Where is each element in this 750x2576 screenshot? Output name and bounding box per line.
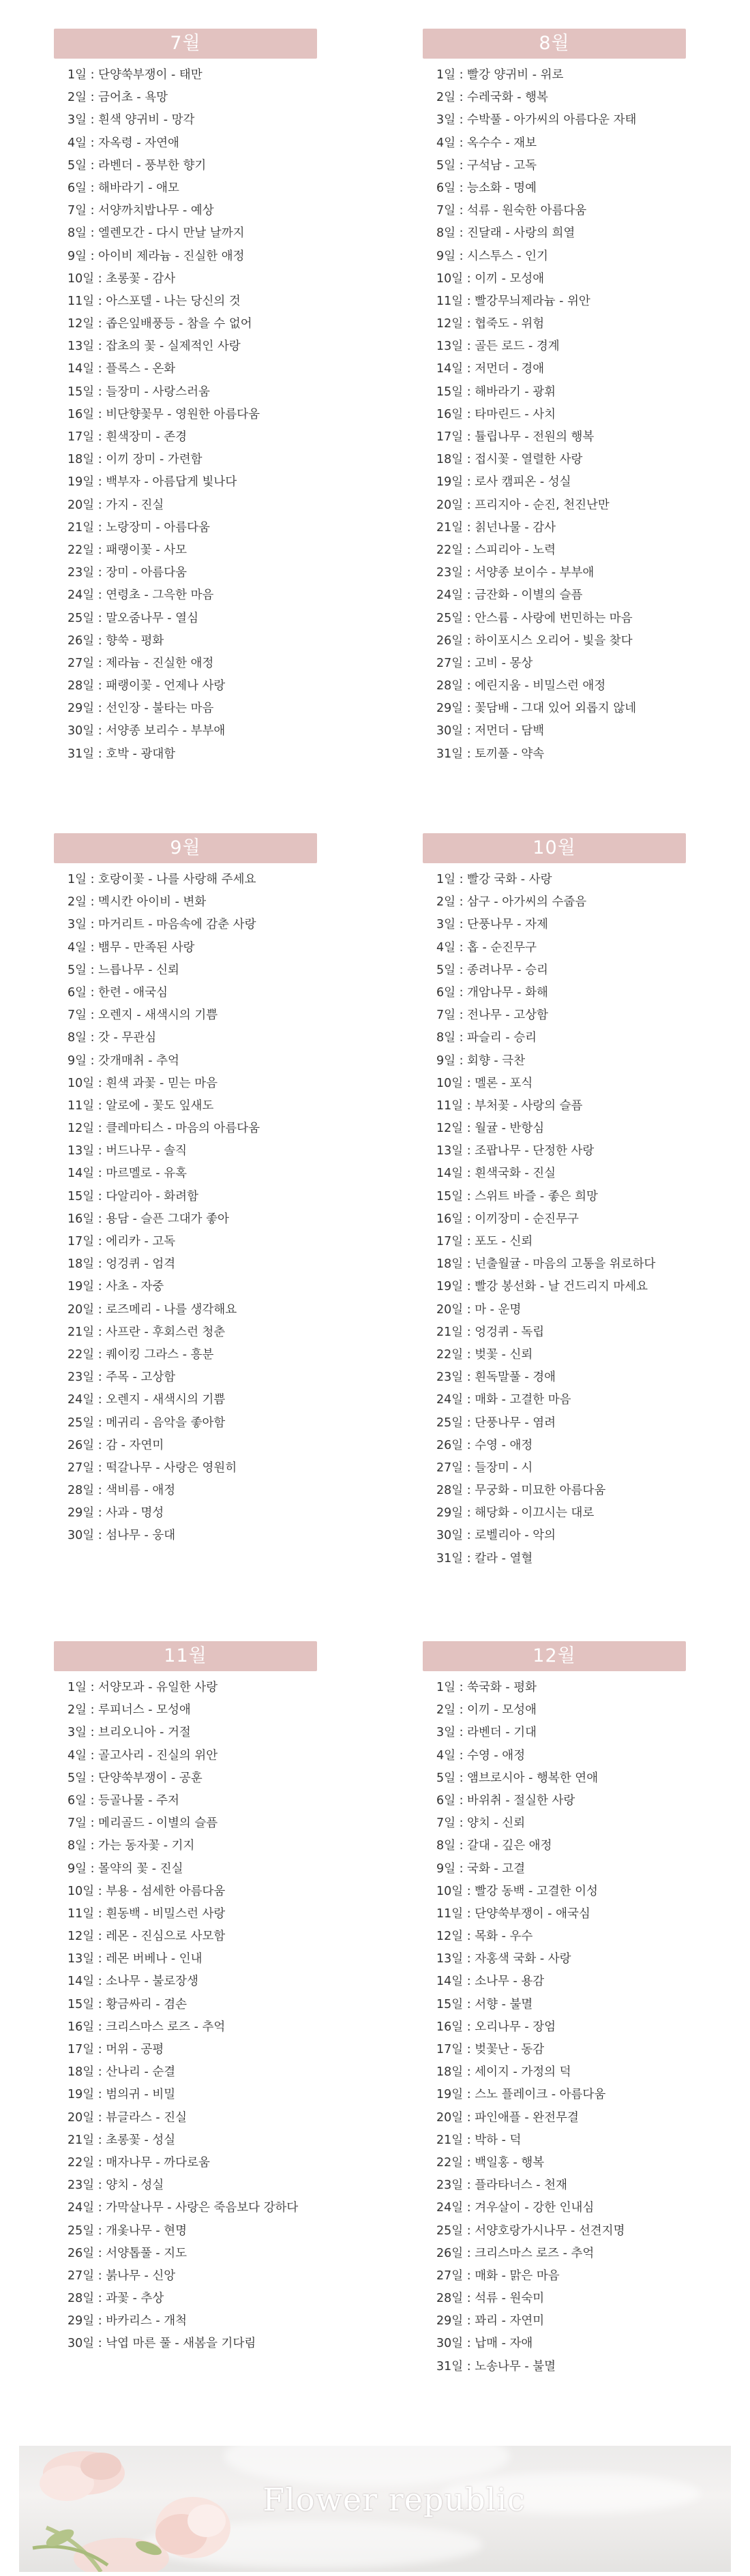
day-flower-item: 24일 : 연령초 - 그윽한 마음: [68, 588, 214, 603]
day-flower-item: 25일 : 메귀리 - 음악을 좋아함: [68, 1416, 226, 1430]
day-flower-item: 3일 : 라벤더 - 기대: [436, 1726, 537, 1740]
day-flower-item: 6일 : 한련 - 애국심: [68, 985, 168, 1000]
day-flower-item: 19일 : 빨강 봉선화 - 날 건드리지 마세요: [436, 1280, 648, 1294]
day-flower-item: 22일 : 매자나무 - 까다로움: [68, 2155, 210, 2170]
day-flower-item: 28일 : 패랭이꽃 - 언제나 사랑: [68, 679, 226, 693]
day-flower-item: 15일 : 다알리아 - 화려함: [68, 1189, 198, 1203]
day-flower-item: 28일 : 에린지움 - 비밀스런 애정: [436, 679, 606, 693]
day-flower-item: 1일 : 빨강 국화 - 사랑: [436, 873, 552, 886]
day-flower-item: 7일 : 전나무 - 고상함: [436, 1008, 548, 1023]
day-flower-item: 31일 : 호박 - 광대함: [68, 747, 176, 761]
month-header: 12월: [423, 1641, 686, 1671]
day-flower-item: 31일 : 노송나무 - 불멸: [436, 2359, 556, 2373]
day-flower-item: 23일 : 서양종 보이수 - 부부애: [436, 566, 595, 580]
day-flower-item: 13일 : 자홍색 국화 - 사랑: [436, 1952, 571, 1966]
day-flower-item: 20일 : 파인애플 - 완전무결: [436, 2110, 579, 2125]
day-flower-item: 27일 : 붉나무 - 신앙: [68, 2268, 176, 2283]
day-flower-item: 5일 : 라벤더 - 풍부한 향기: [68, 158, 207, 173]
day-flower-item: 5일 : 구석남 - 고독: [436, 158, 537, 173]
day-flower-item: 25일 : 말오줌나무 - 열심: [68, 611, 198, 625]
day-flower-item: 10일 : 흰색 과꽃 - 믿는 마음: [68, 1076, 217, 1090]
day-flower-item: 29일 : 바카리스 - 개척: [68, 2314, 188, 2328]
day-flower-item: 3일 : 흰색 양귀비 - 망각: [68, 113, 195, 128]
day-flower-item: 30일 : 서양종 보리수 - 부부애: [68, 724, 226, 738]
day-flower-item: 21일 : 엉겅퀴 - 독립: [436, 1325, 545, 1339]
day-list: [54, 1677, 317, 2356]
day-flower-item: 27일 : 들장미 - 시: [436, 1461, 533, 1475]
day-flower-item: 13일 : 버드나무 - 솔직: [68, 1144, 188, 1158]
day-flower-item: 20일 : 프리지아 - 순진, 천진난만: [436, 498, 610, 512]
day-flower-item: 24일 : 겨우살이 - 강한 인내심: [436, 2201, 595, 2215]
day-flower-item: 5일 : 단양쑥부쟁이 - 공훈: [68, 1771, 202, 1785]
day-flower-item: 15일 : 들장미 - 사랑스러움: [68, 385, 210, 399]
day-flower-item: 9일 : 시스투스 - 인기: [436, 249, 548, 263]
day-flower-item: 8일 : 갓 - 무관심: [68, 1031, 157, 1045]
day-flower-item: 3일 : 마거리트 - 마음속에 감춘 사랑: [68, 918, 256, 932]
day-flower-item: 21일 : 초롱꽃 - 성실: [68, 2133, 176, 2147]
day-flower-item: 23일 : 주목 - 고상함: [68, 1371, 176, 1385]
day-flower-item: 15일 : 서향 - 불멸: [436, 1997, 533, 2011]
day-flower-item: 22일 : 백일홍 - 행복: [436, 2155, 545, 2170]
day-flower-item: 4일 : 뱀무 - 만족된 사랑: [68, 940, 195, 955]
day-flower-item: 6일 : 등골나물 - 주저: [68, 1793, 179, 1808]
day-flower-item: 7일 : 양치 - 신뢰: [436, 1816, 526, 1831]
day-flower-item: 4일 : 자옥령 - 자연애: [68, 136, 179, 150]
day-flower-item: 12일 : 클레마티스 - 마음의 아름다움: [68, 1122, 260, 1136]
flower-republic-banner: [19, 2446, 731, 2572]
day-flower-item: 16일 : 크리스마스 로즈 - 추억: [68, 2020, 226, 2034]
day-flower-item: 29일 : 꽈리 - 자연미: [436, 2314, 545, 2328]
day-flower-item: 28일 : 무궁화 - 미묘한 아름다움: [436, 1484, 606, 1498]
day-flower-item: 18일 : 접시꽃 - 열렬한 사랑: [436, 453, 583, 467]
day-flower-item: 13일 : 골든 로드 - 경계: [436, 340, 560, 354]
day-flower-item: 25일 : 안스륨 - 사랑에 번민하는 마음: [436, 611, 633, 625]
day-flower-item: 25일 : 서양호랑가시나무 - 선견지명: [436, 2223, 625, 2238]
day-flower-item: 15일 : 스위트 바즐 - 좋은 희망: [436, 1189, 598, 1203]
day-flower-item: 12일 : 레몬 - 진심으로 사모함: [68, 1930, 226, 1944]
day-flower-item: 1일 : 단양쑥부쟁이 - 태만: [68, 68, 202, 82]
day-flower-item: 11일 : 알로에 - 꽃도 잎새도: [68, 1098, 214, 1113]
day-flower-item: 22일 : 스피리아 - 노력: [436, 543, 556, 557]
day-flower-item: 1일 : 쑥국화 - 평화: [436, 1681, 537, 1694]
day-flower-item: 19일 : 사초 - 자중: [68, 1280, 164, 1294]
day-flower-item: 14일 : 소나무 - 불로장생: [68, 1975, 198, 1989]
day-flower-item: 18일 : 엉겅퀴 - 엄격: [68, 1257, 176, 1272]
day-flower-item: 10일 : 이끼 - 모성애: [436, 271, 545, 286]
day-flower-item: 19일 : 범의귀 - 비밀: [68, 2088, 176, 2102]
day-flower-item: 2일 : 멕시칸 아이비 - 변화: [68, 895, 207, 910]
day-flower-item: 21일 : 칡넌나물 - 감사: [436, 520, 556, 535]
day-flower-item: 22일 : 벚꽃 - 신뢰: [436, 1347, 533, 1362]
month-section: [54, 833, 317, 1548]
month-header: 7월: [54, 29, 317, 59]
day-flower-item: 26일 : 감 - 자연미: [68, 1438, 164, 1452]
day-flower-item: 23일 : 흰독말풀 - 경애: [436, 1371, 556, 1385]
day-flower-item: 20일 : 가지 - 진실: [68, 498, 164, 512]
day-flower-item: 9일 : 국화 - 고결: [436, 1861, 526, 1876]
day-flower-item: 6일 : 해바라기 - 애모: [68, 181, 179, 195]
day-flower-item: 11일 : 빨강무늬제라늄 - 위안: [436, 294, 590, 308]
day-flower-item: 14일 : 소나무 - 용감: [436, 1975, 545, 1989]
day-flower-item: 1일 : 호랑이꽃 - 나를 사랑해 주세요: [68, 873, 256, 886]
day-flower-item: 3일 : 브리오니아 - 거절: [68, 1726, 191, 1740]
day-flower-item: 13일 : 잡초의 꽃 - 실제적인 사랑: [68, 340, 241, 354]
day-flower-item: 17일 : 벚꽃난 - 동감: [436, 2043, 545, 2056]
day-flower-item: 5일 : 느릅나무 - 신뢰: [68, 963, 179, 977]
day-flower-item: 23일 : 양치 - 성실: [68, 2178, 164, 2193]
day-flower-item: 21일 : 사프란 - 후회스런 청춘: [68, 1325, 226, 1339]
day-flower-item: 30일 : 납매 - 자애: [436, 2337, 533, 2351]
day-flower-item: 6일 : 능소화 - 명예: [436, 181, 537, 195]
day-flower-item: 20일 : 마 - 운명: [436, 1302, 522, 1317]
day-flower-item: 31일 : 칼라 - 열혈: [436, 1551, 533, 1566]
day-flower-item: 16일 : 타마린드 - 사치: [436, 407, 556, 421]
day-flower-item: 5일 : 종려나무 - 승리: [436, 963, 548, 977]
day-flower-item: 28일 : 석류 - 원숙미: [436, 2292, 545, 2306]
day-flower-item: 13일 : 조팝나무 - 단정한 사랑: [436, 1144, 595, 1158]
day-flower-item: 4일 : 홉 - 순진무구: [436, 940, 537, 955]
day-flower-item: 9일 : 갓개매취 - 추억: [68, 1053, 179, 1068]
day-flower-item: 29일 : 선인장 - 불타는 마음: [68, 702, 214, 716]
month-section: [423, 1641, 686, 2378]
day-flower-item: 26일 : 향쑥 - 평화: [68, 633, 164, 648]
day-flower-item: 24일 : 가막살나무 - 사랑은 죽음보다 강하다: [68, 2201, 299, 2215]
day-flower-item: 11일 : 아스포델 - 나는 당신의 것: [68, 294, 241, 308]
day-flower-item: 11일 : 단양쑥부쟁이 - 애국심: [436, 1906, 590, 1921]
day-flower-item: 19일 : 백부자 - 아름답게 빛나다: [68, 475, 237, 490]
day-flower-item: 29일 : 사과 - 명성: [68, 1506, 164, 1521]
day-flower-item: 7일 : 오렌지 - 새색시의 기쁨: [68, 1008, 218, 1023]
day-flower-item: 2일 : 삼구 - 아가씨의 수줍음: [436, 895, 587, 910]
day-flower-item: 21일 : 노랑장미 - 아름다움: [68, 520, 210, 535]
day-flower-item: 7일 : 서양까치밥나무 - 예상: [68, 204, 214, 218]
day-flower-item: 27일 : 떡갈나무 - 사랑은 영원히: [68, 1461, 237, 1475]
day-flower-item: 28일 : 과꽃 - 추상: [68, 2292, 164, 2306]
flower-illustration: [19, 2446, 244, 2572]
day-flower-item: 29일 : 해당화 - 이끄시는 대로: [436, 1506, 595, 1521]
month-section: [423, 833, 686, 1570]
day-flower-item: 14일 : 마르멜로 - 유혹: [68, 1167, 188, 1181]
day-flower-item: 20일 : 뷰글라스 - 진실: [68, 2110, 188, 2125]
day-flower-item: 21일 : 박하 - 덕: [436, 2133, 522, 2147]
day-flower-item: 19일 : 스노 플레이크 - 아름다움: [436, 2088, 606, 2102]
day-flower-item: 2일 : 이끼 - 모성애: [436, 1703, 537, 1718]
month-header: 8월: [423, 29, 686, 59]
day-flower-item: 30일 : 로벨리아 - 악의: [436, 1529, 556, 1543]
day-flower-item: 4일 : 골고사리 - 진실의 위안: [68, 1748, 218, 1763]
day-list: [423, 1677, 686, 2378]
day-flower-item: 9일 : 몰약의 꽃 - 진실: [68, 1861, 183, 1876]
day-flower-item: 6일 : 개암나무 - 화해: [436, 985, 548, 1000]
day-flower-item: 2일 : 금어초 - 욕망: [68, 91, 168, 105]
day-flower-item: 8일 : 엘렌모간 - 다시 만날 날까지: [68, 226, 245, 241]
day-flower-item: 30일 : 낙엽 마른 풀 - 새봄을 기다림: [68, 2337, 256, 2351]
day-flower-item: 2일 : 루피너스 - 모성애: [68, 1703, 191, 1718]
day-flower-item: 24일 : 매화 - 고결한 마음: [436, 1393, 571, 1407]
day-list: [54, 64, 317, 766]
day-flower-item: 14일 : 흰색국화 - 진실: [436, 1167, 556, 1181]
day-flower-item: 7일 : 메리골드 - 이별의 슬픔: [68, 1816, 218, 1831]
day-flower-item: 10일 : 빨강 동백 - 고결한 이성: [436, 1884, 598, 1898]
day-flower-item: 26일 : 하이포시스 오리어 - 빛을 찾다: [436, 633, 633, 648]
day-flower-item: 14일 : 저먼더 - 경애: [436, 362, 545, 376]
day-flower-item: 8일 : 갈대 - 깊은 애정: [436, 1839, 552, 1853]
day-flower-item: 12일 : 목화 - 우수: [436, 1930, 533, 1944]
day-flower-item: 27일 : 고비 - 몽상: [436, 656, 533, 670]
day-flower-item: 19일 : 로사 캠피온 - 성실: [436, 475, 571, 490]
day-flower-item: 5일 : 앰브로시아 - 행복한 연애: [436, 1771, 599, 1785]
day-flower-item: 16일 : 이끼장미 - 순진무구: [436, 1212, 579, 1226]
day-flower-item: 18일 : 세이지 - 가정의 덕: [436, 2065, 571, 2080]
day-flower-item: 15일 : 해바라기 - 광휘: [436, 385, 556, 399]
day-flower-item: 6일 : 바위취 - 절실한 사랑: [436, 1793, 575, 1808]
day-flower-item: 23일 : 플라타너스 - 천재: [436, 2178, 567, 2193]
month-section: [423, 29, 686, 766]
day-flower-item: 12일 : 월귤 - 반항심: [436, 1122, 545, 1136]
month-header: 10월: [423, 833, 686, 863]
day-flower-item: 10일 : 멜론 - 포식: [436, 1076, 533, 1090]
day-flower-item: 18일 : 산나리 - 순결: [68, 2065, 176, 2080]
day-flower-item: 25일 : 개옻나무 - 현명: [68, 2223, 188, 2238]
day-flower-item: 27일 : 매화 - 맑은 마음: [436, 2268, 560, 2283]
month-section: [54, 1641, 317, 2356]
month-section: [54, 29, 317, 766]
day-flower-item: 4일 : 수영 - 애정: [436, 1748, 526, 1763]
day-flower-item: 30일 : 섬나무 - 웅대: [68, 1529, 176, 1543]
day-flower-item: 18일 : 넌출월귤 - 마음의 고통을 위로하다: [436, 1257, 656, 1272]
day-list: [54, 869, 317, 1548]
day-flower-item: 3일 : 단풍나무 - 자제: [436, 918, 548, 932]
day-flower-item: 8일 : 가는 동자꽃 - 기지: [68, 1839, 195, 1853]
day-list: [423, 869, 686, 1570]
day-flower-item: 16일 : 오리나무 - 장엄: [436, 2020, 556, 2034]
day-flower-item: 31일 : 토끼풀 - 약속: [436, 747, 545, 761]
day-flower-item: 17일 : 튤립나무 - 전원의 행복: [436, 430, 595, 444]
day-flower-item: 18일 : 이끼 장미 - 가련함: [68, 453, 202, 467]
day-flower-item: 2일 : 수레국화 - 행복: [436, 91, 548, 105]
day-flower-item: 29일 : 꽃담배 - 그대 있어 외롭지 않네: [436, 702, 637, 716]
day-flower-item: 24일 : 오렌지 - 새색시의 기쁨: [68, 1393, 226, 1407]
day-flower-item: 17일 : 흰색장미 - 존경: [68, 430, 188, 444]
day-flower-item: 16일 : 용담 - 슬픈 그대가 좋아: [68, 1212, 229, 1226]
day-flower-item: 27일 : 제라늄 - 진실한 애정: [68, 656, 214, 670]
day-flower-item: 16일 : 비단향꽃무 - 영원한 아름다움: [68, 407, 260, 421]
day-flower-item: 1일 : 서양모과 - 유일한 사랑: [68, 1681, 218, 1694]
day-flower-item: 9일 : 회향 - 극찬: [436, 1053, 526, 1068]
day-flower-item: 8일 : 진달래 - 사랑의 희열: [436, 226, 575, 241]
day-flower-item: 3일 : 수박풀 - 아가씨의 아름다운 자태: [436, 113, 637, 128]
day-flower-item: 1일 : 빨강 양귀비 - 위로: [436, 68, 564, 82]
day-flower-item: 24일 : 금잔화 - 이별의 슬픔: [436, 588, 583, 603]
day-flower-item: 4일 : 옥수수 - 재보: [436, 136, 537, 150]
day-flower-item: 28일 : 색비름 - 애정: [68, 1484, 176, 1498]
month-header: 9월: [54, 833, 317, 863]
day-flower-item: 17일 : 포도 - 신뢰: [436, 1235, 533, 1248]
day-flower-item: 25일 : 단풍나무 - 염려: [436, 1416, 556, 1430]
day-flower-item: 8일 : 파슬리 - 승리: [436, 1031, 537, 1045]
banner-title: Flower republic: [262, 2481, 526, 2518]
day-flower-item: 17일 : 에리카 - 고독: [68, 1235, 176, 1248]
month-header: 11월: [54, 1641, 317, 1671]
day-flower-item: 26일 : 서양톱풀 - 지도: [68, 2246, 188, 2260]
day-flower-item: 14일 : 플록스 - 온화: [68, 362, 176, 376]
day-flower-item: 13일 : 레몬 버베나 - 인내: [68, 1952, 202, 1966]
day-list: [423, 64, 686, 766]
day-flower-item: 17일 : 머위 - 공평: [68, 2043, 164, 2056]
day-flower-item: 10일 : 초롱꽃 - 감사: [68, 271, 176, 286]
day-flower-item: 9일 : 아이비 제라늄 - 진실한 애정: [68, 249, 245, 263]
day-flower-item: 26일 : 수영 - 애정: [436, 1438, 533, 1452]
day-flower-item: 12일 : 좁은잎배풍등 - 참을 수 없어: [68, 317, 252, 331]
day-flower-item: 11일 : 부처꽃 - 사랑의 슬픔: [436, 1098, 583, 1113]
day-flower-item: 10일 : 부용 - 섬세한 아름다움: [68, 1884, 226, 1898]
day-flower-item: 22일 : 퀘이킹 그라스 - 흥분: [68, 1347, 214, 1362]
day-flower-item: 30일 : 저먼더 - 담백: [436, 724, 545, 738]
day-flower-item: 15일 : 황금싸리 - 겸손: [68, 1997, 188, 2011]
day-flower-item: 7일 : 석류 - 원숙한 아름다움: [436, 204, 587, 218]
day-flower-item: 23일 : 장미 - 아름다움: [68, 566, 188, 580]
day-flower-item: 20일 : 로즈메리 - 나를 생각해요: [68, 1302, 237, 1317]
day-flower-item: 26일 : 크리스마스 로즈 - 추억: [436, 2246, 595, 2260]
day-flower-item: 22일 : 패랭이꽃 - 사모: [68, 543, 188, 557]
day-flower-item: 11일 : 흰동백 - 비밀스런 사랑: [68, 1906, 226, 1921]
day-flower-item: 12일 : 협죽도 - 위험: [436, 317, 545, 331]
